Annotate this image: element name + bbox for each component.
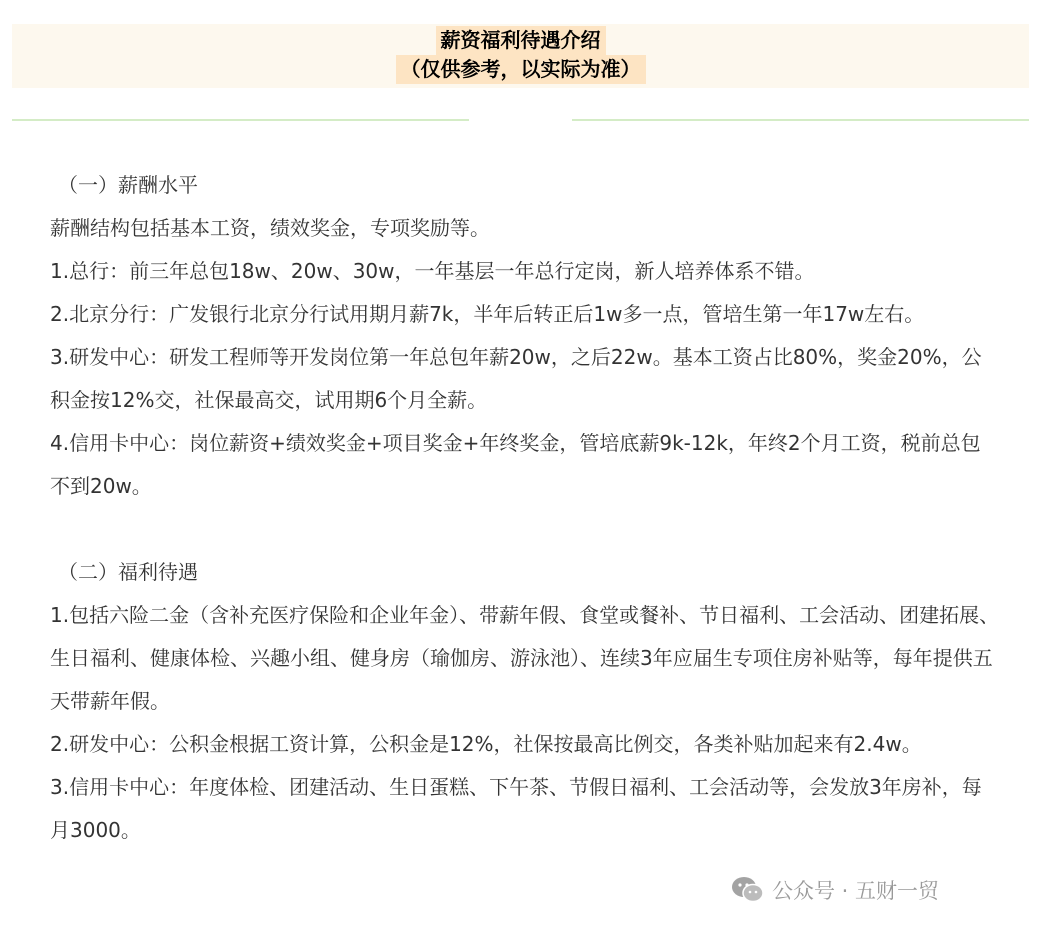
page-subtitle: （仅供参考，以实际为准） [396, 55, 646, 84]
watermark-text: 公众号 · 五财一贸 [772, 879, 940, 903]
wechat-icon [730, 874, 766, 906]
section-heading-salary: （一）薪酬水平 [58, 173, 198, 197]
benefit-item: 3.信用卡中心：年度体检、团建活动、生日蛋糕、下午茶、节假日福利、工会活动等，会发放3年房补，每月3000。 [50, 775, 982, 842]
title-block [0, 26, 1041, 84]
salary-item: 4.信用卡中心：岗位薪资+绩效奖金+项目奖金+年终奖金，管培底薪9k-12k，年终2个月工资，税前总包不到20w。 [50, 431, 981, 498]
page-title: 薪资福利待遇介绍 [436, 26, 606, 55]
benefit-item: 1.包括六险二金（含补充医疗保险和企业年金）、带薪年假、食堂或餐补、节日福利、工会活动、团建拓展、生日福利、健康体检、兴趣小组、健身房（瑜伽房、游泳池）、连续3年应届生专项住房补贴等，每年提供五天带薪年假。 [50, 603, 1000, 713]
watermark [730, 872, 939, 908]
salary-item: 1.总行：前三年总包18w、20w、30w，一年基层一年总行定岗，新人培养体系不错。 [50, 259, 815, 283]
divider-right [572, 119, 1029, 121]
divider-left [12, 119, 469, 121]
article-body [50, 164, 1000, 852]
section-heading-benefits: （二）福利待遇 [58, 560, 198, 584]
salary-item: 2.北京分行：广发银行北京分行试用期月薪7k，半年后转正后1w多一点，管培生第一年17w左右。 [50, 302, 925, 326]
benefit-item: 2.研发中心：公积金根据工资计算，公积金是12%，社保按最高比例交，各类补贴加起来有2.4w。 [50, 732, 922, 756]
salary-item: 薪酬结构包括基本工资，绩效奖金，专项奖励等。 [50, 216, 490, 240]
salary-item: 3.研发中心：研发工程师等开发岗位第一年总包年薪20w，之后22w。基本工资占比80%，奖金20%，公积金按12%交，社保最高交，试用期6个月全薪。 [50, 345, 982, 412]
